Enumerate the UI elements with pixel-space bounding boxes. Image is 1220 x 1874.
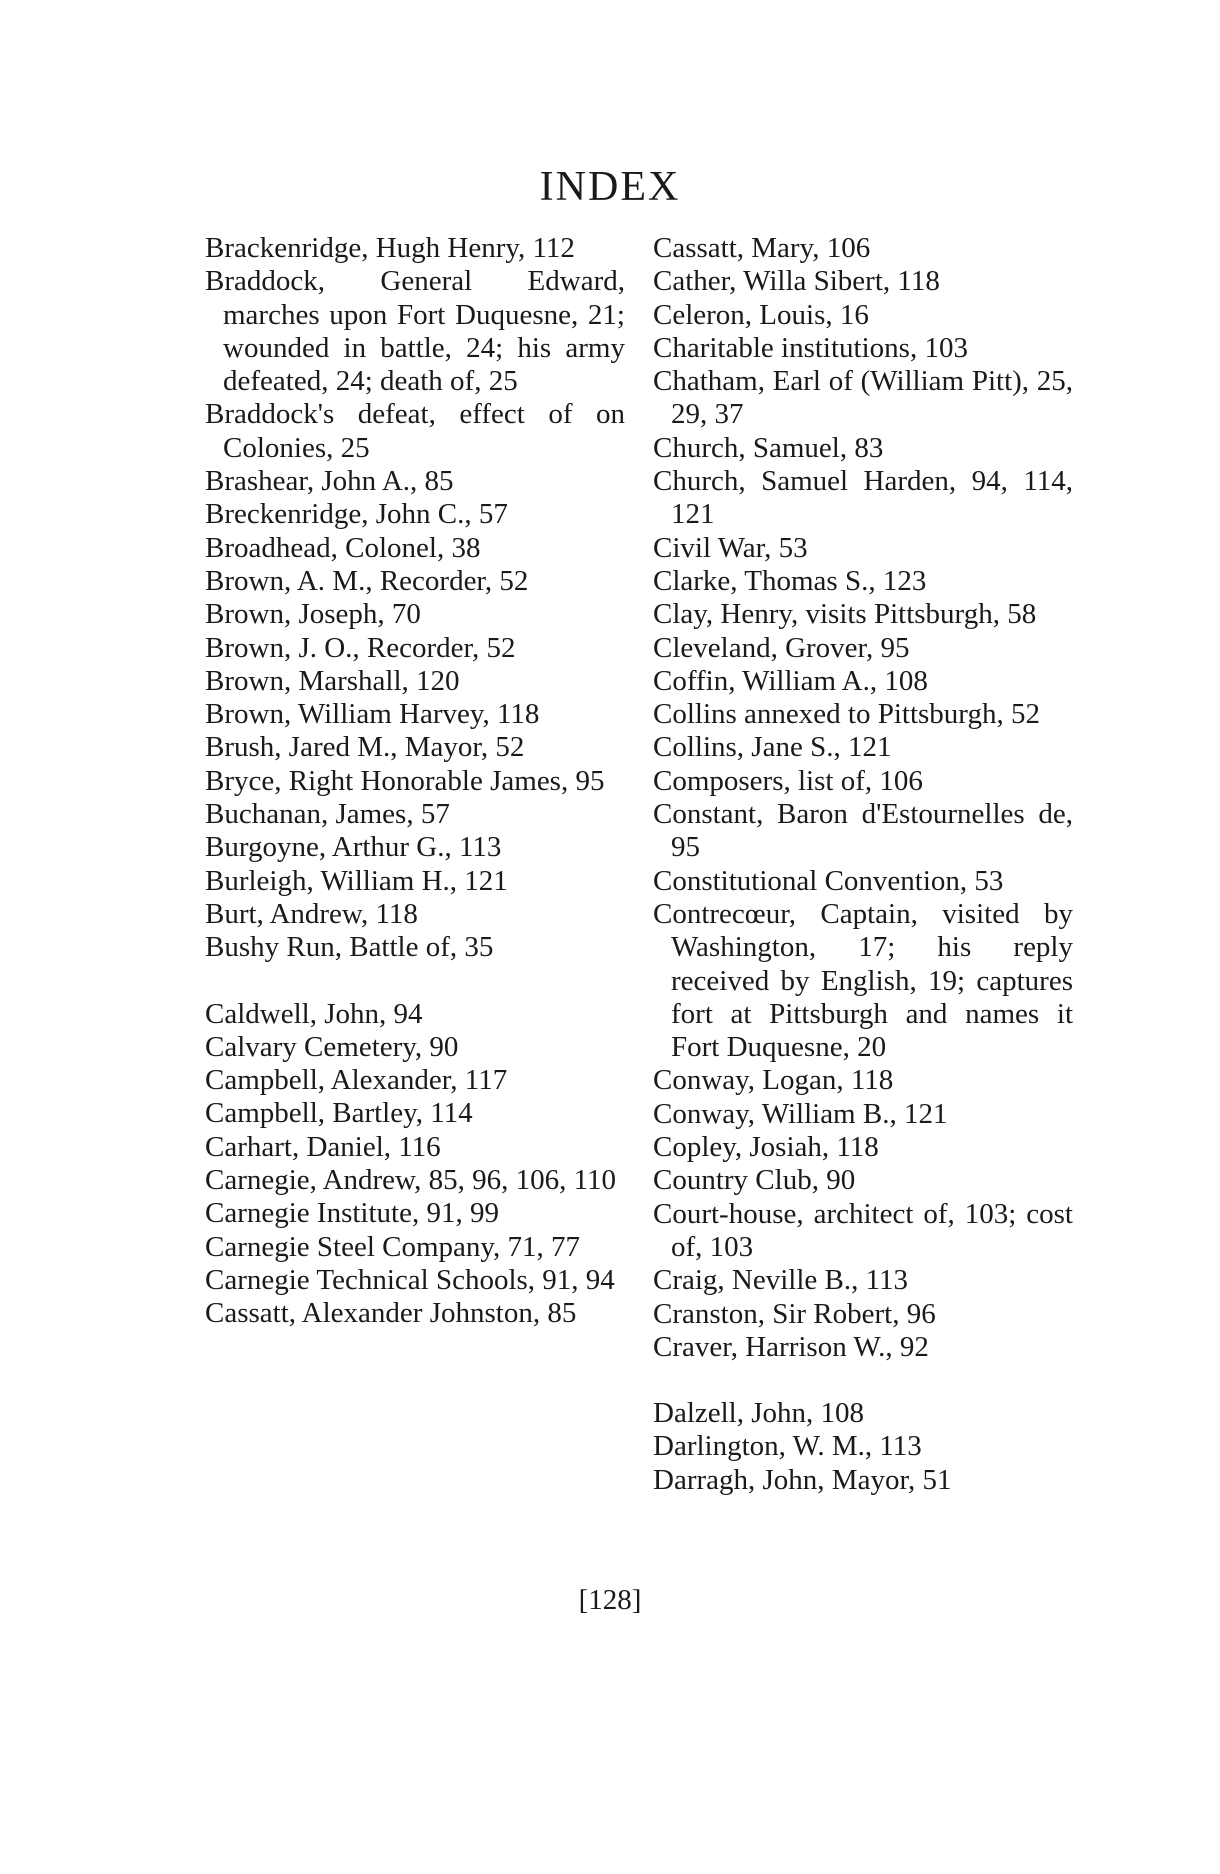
- index-entry: Conway, William B., 121: [653, 1097, 948, 1130]
- index-entry: Cranston, Sir Robert, 96: [653, 1297, 936, 1330]
- index-entry: Constitutional Convention, 53: [653, 864, 1004, 897]
- index-entry: Chatham, Earl of (William Pitt), 25, 29, 37: [653, 365, 1073, 431]
- index-entry: Burt, Andrew, 118: [205, 897, 418, 930]
- index-entry: Broadhead, Colonel, 38: [205, 531, 481, 564]
- index-entry: Church, Samuel, 83: [653, 431, 884, 464]
- index-entry: Braddock's defeat, effect of on Colonies, 25: [205, 398, 625, 464]
- index-entry: Breckenridge, John C., 57: [205, 498, 508, 531]
- index-entry: Carnegie Technical Schools, 91, 94: [205, 1263, 615, 1296]
- index-entry: Darragh, John, Mayor, 51: [653, 1463, 952, 1496]
- index-entry: Campbell, Alexander, 117: [205, 1064, 508, 1097]
- index-entry: Collins annexed to Pittsburgh, 52: [653, 698, 1040, 731]
- index-entry: Brush, Jared M., Mayor, 52: [205, 731, 525, 764]
- index-entry: Brashear, John A., 85: [205, 465, 454, 498]
- index-entry: Craver, Harrison W., 92: [653, 1330, 929, 1363]
- index-entry: Brown, William Harvey, 118: [205, 698, 540, 731]
- index-entry: Burleigh, William H., 121: [205, 864, 508, 897]
- index-entry: Country Club, 90: [653, 1164, 856, 1197]
- index-entry: Burgoyne, Arthur G., 113: [205, 831, 502, 864]
- page-title: INDEX: [539, 164, 681, 210]
- index-entry: Buchanan, James, 57: [205, 798, 450, 831]
- index-entry: Carnegie Steel Company, 71, 77: [205, 1230, 581, 1263]
- index-entry: Charitable institutions, 103: [653, 331, 968, 364]
- index-entry: Caldwell, John, 94: [205, 997, 423, 1030]
- index-entry: Carnegie Institute, 91, 99: [205, 1197, 499, 1230]
- index-entry: Darlington, W. M., 113: [653, 1430, 922, 1463]
- index-entry: Bushy Run, Battle of, 35: [205, 931, 494, 964]
- index-entry: Brown, Marshall, 120: [205, 664, 460, 697]
- index-entry: Copley, Josiah, 118: [653, 1131, 879, 1164]
- index-entry: Collins, Jane S., 121: [653, 731, 892, 764]
- index-entry: Contrecœur, Captain, visited by Washington, 17; his reply received by English, 19; captures fort at Pittsburgh and names it Fort Duquesne, 20: [653, 897, 1073, 1064]
- index-entry: Bryce, Right Honorable James, 95: [205, 764, 605, 797]
- index-entry: Cleveland, Grover, 95: [653, 631, 910, 664]
- page-number: [128]: [578, 1584, 642, 1616]
- index-entry: Court-house, architect of, 103; cost of, 103: [653, 1197, 1073, 1263]
- index-entry: Conway, Logan, 118: [653, 1064, 894, 1097]
- index-entry: Civil War, 53: [653, 531, 808, 564]
- index-entry: Clay, Henry, visits Pittsburgh, 58: [653, 598, 1037, 631]
- index-entry: Campbell, Bartley, 114: [205, 1097, 473, 1130]
- index-entry: Celeron, Louis, 16: [653, 298, 869, 331]
- index-entry: Composers, list of, 106: [653, 764, 923, 797]
- index-entry: Brown, Joseph, 70: [205, 598, 421, 631]
- index-entry: Constant, Baron d'Estournelles de, 95: [653, 798, 1073, 864]
- index-entry: Craig, Neville B., 113: [653, 1264, 909, 1297]
- index-entry: Clarke, Thomas S., 123: [653, 564, 927, 597]
- index-entry: Brown, J. O., Recorder, 52: [205, 631, 516, 664]
- index-column-left: [205, 232, 625, 1331]
- index-entry: Coffin, William A., 108: [653, 664, 928, 697]
- index-entry: Braddock, General Edward, marches upon Fort Duquesne, 21; wounded in battle, 24; his army defeated, 24; death of, 25: [205, 265, 625, 398]
- index-entry: Brackenridge, Hugh Henry, 112: [205, 232, 575, 264]
- index-entry: Calvary Cemetery, 90: [205, 1030, 459, 1063]
- index-entry: Church, Samuel Harden, 94, 114, 121: [653, 465, 1073, 531]
- index-entry: Brown, A. M., Recorder, 52: [205, 564, 529, 597]
- index-entry: Carnegie, Andrew, 85, 96, 106, 110: [205, 1164, 617, 1197]
- index-entry: Cassatt, Mary, 106: [653, 232, 871, 264]
- index-entry: Carhart, Daniel, 116: [205, 1130, 441, 1163]
- index-column-right: [653, 232, 1073, 1497]
- index-entry: Cassatt, Alexander Johnston, 85: [205, 1297, 577, 1330]
- index-entry: Cather, Willa Sibert, 118: [653, 265, 940, 298]
- index-entry: Dalzell, John, 108: [653, 1397, 865, 1430]
